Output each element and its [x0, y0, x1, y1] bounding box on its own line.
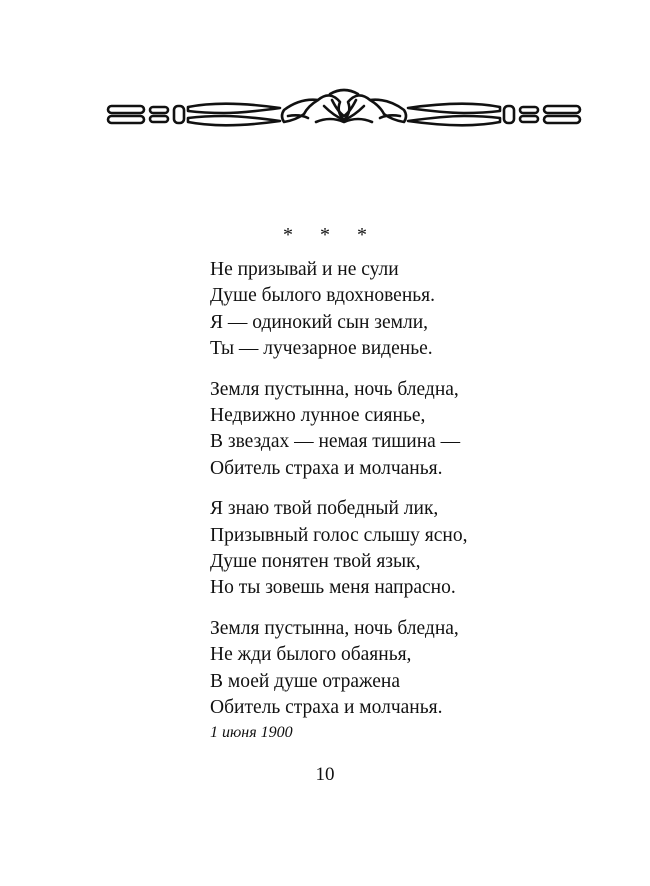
poem-line: Земля пустынна, ночь бледна, — [210, 617, 459, 639]
poem-line: Обитель страха и молчанья. — [210, 697, 443, 719]
stanza-separator: * * * — [283, 224, 378, 246]
poem-line: Обитель страха и молчанья. — [210, 457, 443, 479]
page-number: 10 — [315, 764, 335, 785]
poem-line: Недвижно лунное сиянье, — [210, 405, 426, 427]
poem-line: Душе былого вдохновенья. — [210, 285, 436, 307]
poem-line: Не жди былого обаянья, — [210, 644, 412, 666]
poem-line: В моей душе отражена — [210, 670, 401, 692]
stanza — [210, 496, 570, 602]
poem-line: Земля пустынна, ночь бледна, — [210, 378, 459, 400]
poem-line: Призывный голос слышу ясно, — [210, 524, 468, 546]
stanza — [210, 377, 570, 483]
stanza — [210, 257, 570, 363]
poem-body — [210, 257, 570, 736]
poem-date: 1 июня 1900 — [210, 724, 293, 741]
headpiece-ornament-icon — [104, 86, 584, 132]
poem-line: Ты — лучезарное виденье. — [210, 338, 433, 360]
poem-line: В звездах — немая тишина — — [210, 431, 461, 453]
poem-line: Душе понятен твой язык, — [210, 551, 421, 573]
stanza — [210, 616, 570, 722]
poem-line: Но ты зовешь меня напрасно. — [210, 577, 456, 599]
poem-line: Не призывай и не сули — [210, 259, 399, 280]
poem-line: Я — одинокий сын земли, — [210, 311, 429, 333]
poem-line: Я знаю твой победный лик, — [210, 498, 439, 520]
